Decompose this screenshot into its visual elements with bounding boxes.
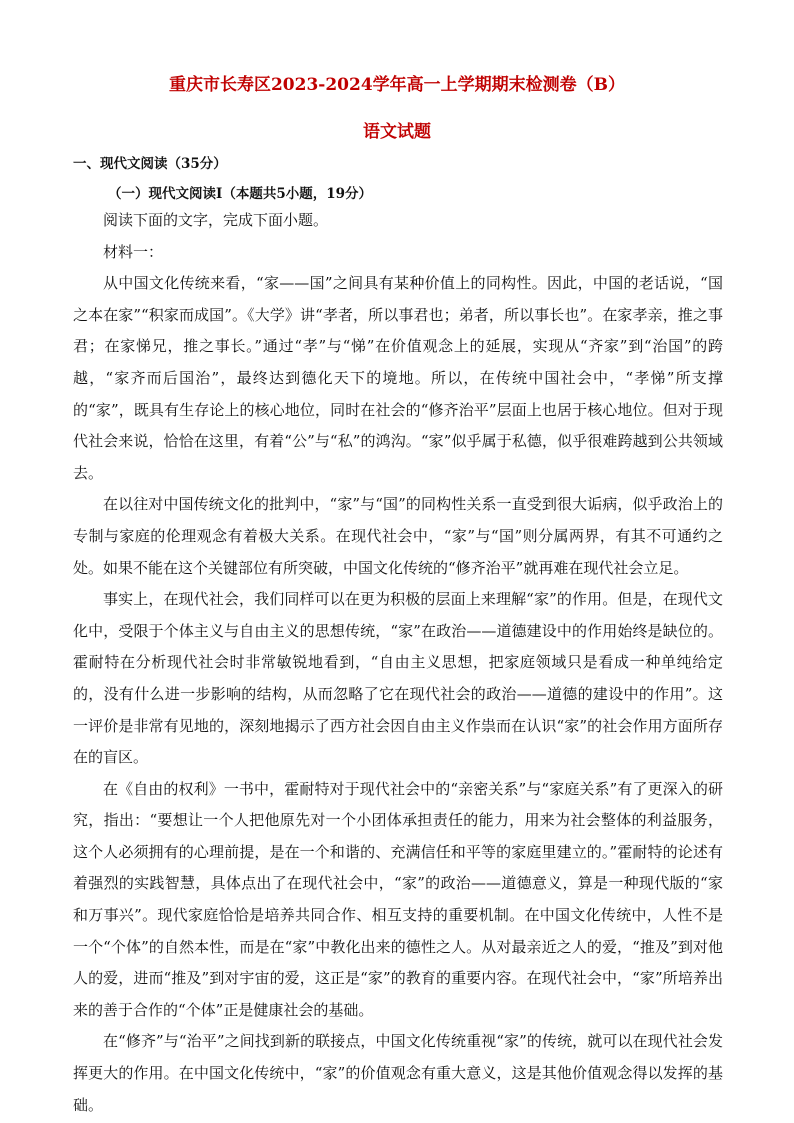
section-heading: 一、现代文阅读（35分） [73, 156, 227, 172]
paragraph: 在“修齐”与“治平”之间找到新的联接点，中国文化传统重视“家”的传统，就可以在现代社会发挥更大的作用。在中国文化传统中，“家”的价值观念有重大意义，这是其他价值观念得以发挥的基础。 [73, 1032, 723, 1114]
paragraph: 在以往对中国传统文化的批判中，“家”与“国”的同构性关系一直受到很大诟病，似乎政治上的专制与家庭的伦理观念有着极大关系。在现代社会中，“家”与“国”则分属两界，有其不可通约之处。如果不能在这个关键部位有所突破，中国文化传统的“修齐治平”就再难在现代社会立足。 [73, 495, 723, 577]
paragraph: 在《自由的权利》一书中，霍耐特对于现代社会中的“亲密关系”与“家庭关系”有了更深入的研究，指出：“要想让一个人把他原先对一个小团体承担责任的能力，用来为社会整体的利益服务，这个人必须拥有的心理前提，是在一个和谐的、充满信任和平等的家庭里建立的。”霍耐特的论述有着强烈的实践智慧，具体点出了在现代社会中，“家”的政治——道德意义，算是一种现代版的“家和万事兴”。现代家庭恰恰是培养共同合作、相互支持的重要机制。在中国文化传统中，人性不是一个“个体”的自然本性，而是在“家”中教化出来的德性之人。从对最亲近之人的爱，“推及”到对他人的爱，进而“推及”到对宇宙的爱，这正是“家”的教育的重要内容。在现代社会中，“家”所培养出来的善于合作的“个体”正是健康社会的基础。 [73, 779, 723, 1019]
paragraph: 事实上，在现代社会，我们同样可以在更为积极的层面上来理解“家”的作用。但是，在现代文化中，受限于个体主义与自由主义的思想传统，“家”在政治——道德建设中的作用始终是缺位的。霍耐特在分析现代社会时非常敏锐地看到，“自由主义思想，把家庭领域只是看成一种单纯给定的，没有什么进一步影响的结构，从而忽略了它在现代社会的政治——道德的建设中的作用”。这一评价是非常有见地的，深刻地揭示了西方社会因自由主义作祟而在认识“家”的社会作用方面所存在的盲区。 [73, 590, 723, 767]
sub-section-heading: （一）现代文阅读Ⅰ（本题共5小题，19分） [108, 186, 372, 202]
document-subtitle: 语文试题 [363, 122, 431, 142]
reading-passage [73, 205, 723, 1121]
paragraph: 从中国文化传统来看，“家——国”之间具有某种价值上的同构性。因此，中国的老话说，“国之本在家”“积家而成国”。《大学》讲“孝者，所以事君也；弟者，所以事长也”。在家孝亲，推之事君；在家悌兄，推之事长。”通过“孝”与“悌”在价值观念上的延展，实现从“齐家”到“治国”的跨越，“家齐而后国治”，最终达到德化天下的境地。所以，在传统中国社会中，“孝悌”所支撑的“家”，既具有生存论上的核心地位，同时在社会的“修齐治平”层面上也居于核心地位。但对于现代社会来说，恰恰在这里，有着“公”与“私”的鸿沟。“家”似乎属于私德，似乎很难跨越到公共领域去。 [73, 274, 723, 482]
material-label: 材料一： [103, 242, 164, 261]
instruction-text: 阅读下面的文字，完成下面小题。 [103, 211, 329, 229]
document-title: 重庆市长寿区2023-2024学年高一上学期期末检测卷（B） [168, 75, 626, 95]
